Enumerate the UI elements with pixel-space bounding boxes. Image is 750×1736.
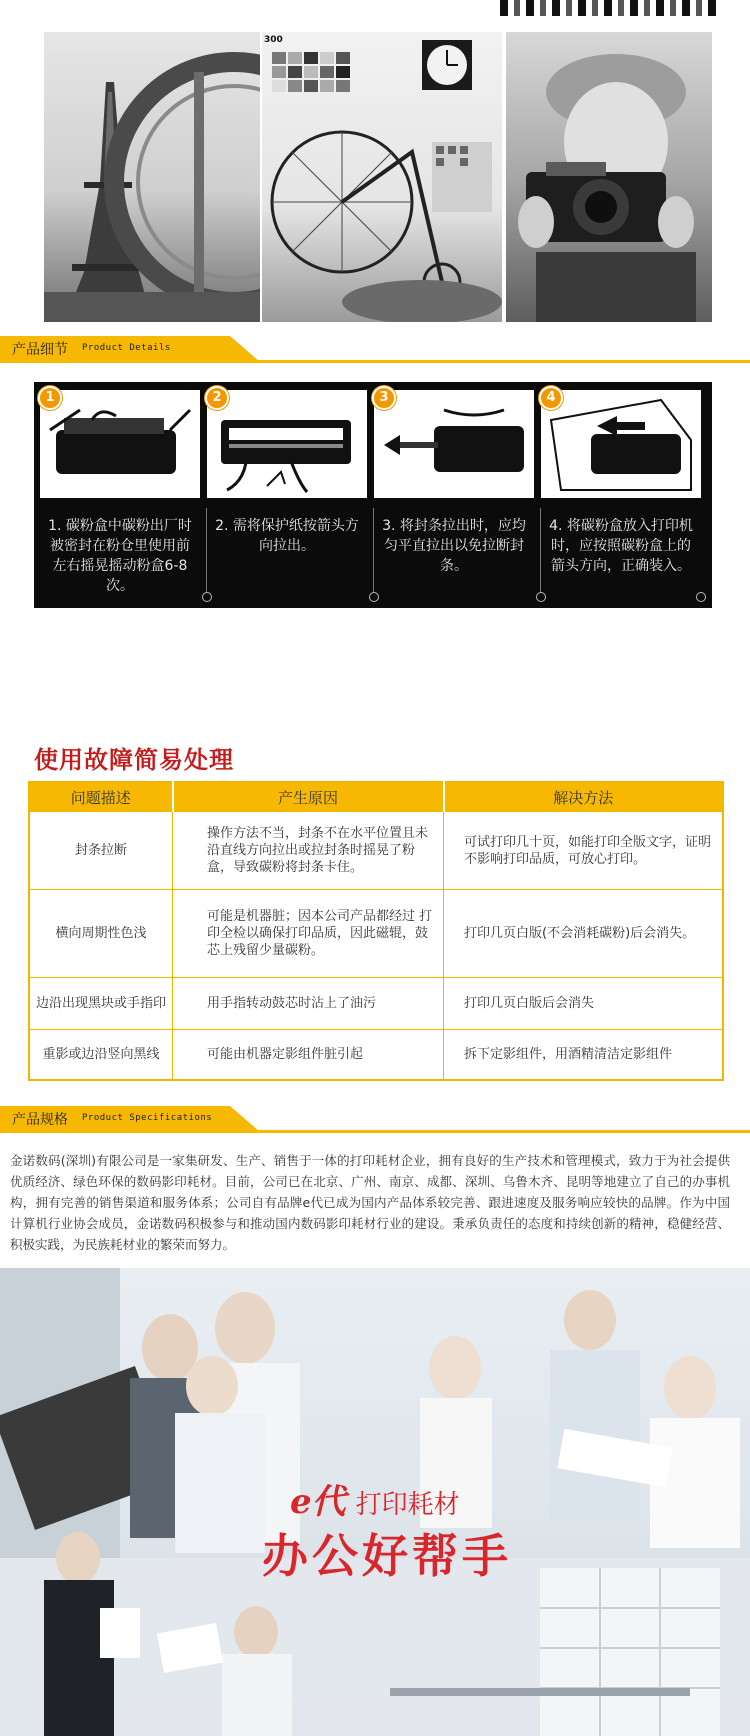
step-1-number: 1: [38, 386, 62, 410]
step-2-illustration: [207, 390, 367, 498]
row-solution: 可试打印几十页，如能打印全版文字，证明不影响打印品质，可放心打印。: [444, 812, 724, 890]
step-3-dot: [536, 592, 546, 602]
table-row: [29, 890, 723, 978]
header-cause: 产生原因: [173, 782, 444, 812]
step-3-illustration: [374, 390, 534, 498]
header-line: [0, 1130, 750, 1133]
eiffel-tower-graphic: [44, 32, 260, 322]
toner-shake-icon: [40, 390, 200, 498]
brand-logo: e代: [290, 1482, 346, 1522]
row-problem: 封条拉断: [29, 812, 173, 890]
girl-camera-graphic: [506, 32, 712, 322]
company-description: 金诺数码(深圳)有限公司是一家集研发、生产、销售于一体的打印耗材企业，拥有良好的生产技术和管理模式，致力于为社会提供优质经济、绿色环保的数码影印耗材。目前，公司已在北京、广州、南京、成都、深圳、乌鲁木齐、昆明等地建立了自己的办事机构，拥有完善的销售渠道和服务体系；公司自有品牌e代已成为国内产品体系较完善、跟进速度及服务响应较快的品牌。作为中国计算机行业协会成员，金诺数码积极参与和推动国内数码影印耗材行业的建设。秉承负责任的态度和持续创新的精神，稳健经营、积极实践，为民族耗材业的繁荣而努力。: [10, 1153, 730, 1252]
details-subtitle: Product Details: [82, 343, 171, 353]
row-cause: 可能是机器脏；因本公司产品都经过 打印全检以确保打印品质，因此磁辊，鼓芯上残留少量碳粉。: [173, 890, 444, 978]
toner-pull-seal-icon: [374, 390, 534, 498]
step-4-dot: [696, 592, 706, 602]
toner-protect-paper-icon: [207, 390, 367, 498]
step-4-text: 4. 将碳粉盒放入打印机时，应按照碳粉盒上的箭头方向，正确装入。: [549, 518, 693, 574]
table-row: [29, 1030, 723, 1080]
table-row: [29, 978, 723, 1030]
step-3-number: 3: [372, 386, 396, 410]
girl-camera-photo: [506, 32, 712, 322]
step-3-text: 3. 将封条拉出时，应均匀平直拉出以免拉断封条。: [382, 518, 526, 574]
table-row: [29, 812, 723, 890]
header-solution: 解决方法: [444, 782, 724, 812]
step-2-dot: [369, 592, 379, 602]
step-2-divider: [373, 508, 374, 592]
step-3-divider: [540, 508, 541, 592]
step-1-illustration: [40, 390, 200, 498]
eiffel-tower-photo: [44, 32, 260, 322]
step-1-divider: [206, 508, 207, 592]
row-problem: 横向周期性色浅: [29, 890, 173, 978]
spec-title: 产品规格: [12, 1112, 68, 1128]
step-2-number: 2: [205, 386, 229, 410]
row-cause: 操作方法不当，封条不在水平位置且未沿直线方向拉出或拉封条时摇晃了粉盒，导致碳粉将封条卡住。: [173, 812, 444, 890]
spec-subtitle: Product Specifications: [82, 1113, 213, 1123]
toner-insert-icon: [541, 390, 701, 498]
row-solution: 打印几页白版(不会消耗碳粉)后会消失。: [444, 890, 724, 978]
details-section-header: [0, 336, 750, 366]
office-banner: [0, 1268, 750, 1736]
table-header-row: [29, 782, 723, 812]
row-cause: 可能由机器定影组件脏引起: [173, 1030, 444, 1080]
row-cause: 用手指转动鼓芯时沾上了油污: [173, 978, 444, 1030]
step-2-text: 2. 需将保护纸按箭头方向拉出。: [215, 518, 359, 554]
row-solution: 拆下定影组件，用酒精清洁定影组件: [444, 1030, 724, 1080]
step-4-illustration: [541, 390, 701, 498]
row-problem: 重影或边沿竖向黑线: [29, 1030, 173, 1080]
test-chart-photo: [262, 32, 502, 322]
toner-steps-panel: [34, 382, 712, 608]
header-problem: 问题描述: [29, 782, 173, 812]
chart-label: 300: [264, 35, 283, 45]
trouble-title: 使用故障简易处理: [34, 746, 234, 774]
header-line: [0, 360, 750, 363]
brand-row: [290, 1474, 460, 1523]
brand-name: 打印耗材: [355, 1490, 460, 1520]
trouble-table: [28, 781, 724, 1081]
step-1-text: 1. 碳粉盒中碳粉出厂时被密封在粉仓里使用前左右摇晃摇动粉盒6-8次。: [48, 518, 192, 594]
spec-section-header: [0, 1106, 750, 1136]
details-title: 产品细节: [12, 342, 68, 358]
test-chart-graphic: [262, 32, 502, 322]
step-1-dot: [202, 592, 212, 602]
row-solution: 打印几页白版后会消失: [444, 978, 724, 1030]
slogan: 办公好帮手: [262, 1529, 512, 1583]
step-4-number: 4: [539, 386, 563, 410]
row-problem: 边沿出现黑块或手指印: [29, 978, 173, 1030]
top-photo-strip: [500, 0, 720, 16]
